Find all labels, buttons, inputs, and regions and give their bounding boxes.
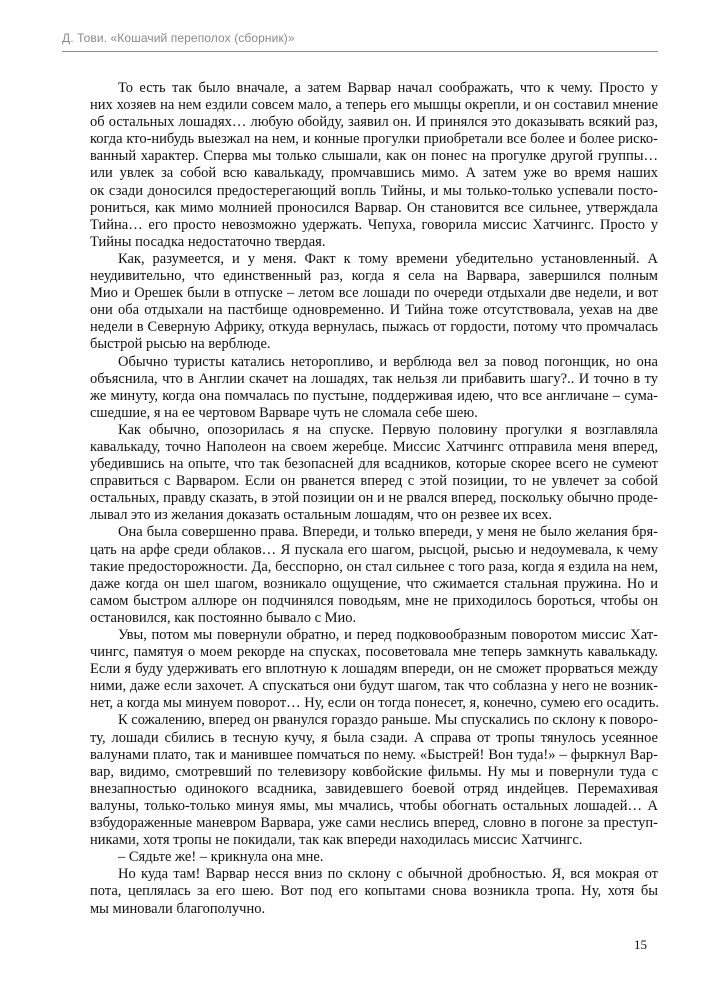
- text-line: ту, лошади сбились в тесную кучу, я была сзади. А справа от тропы тянулось усеянное: [90, 729, 658, 746]
- text-line: или увлек за собой всю кавалькаду, промчавшись мимо. А затем уже во время наших: [90, 165, 658, 182]
- text-line: остановился, как постоянно бывало с Мио.: [90, 609, 357, 626]
- text-line: рониться, как мимо молнией проносился Варвар. Он становится все сильнее, утверждала: [90, 199, 658, 216]
- text-line: объяснила, что в Англии скачет на лошадях, так нельзя ли прибавить шагу?.. И точно в ту: [90, 370, 658, 387]
- paragraph: [90, 627, 658, 712]
- paragraph: [90, 422, 658, 525]
- text-line: цать на арфе среди облаков… Я пускала его шагом, рысцой, рысью и недоумевала, к чему: [90, 541, 658, 558]
- text-line: Как обычно, опозорилась я на спуске. Первую половину прогулки я возглавляла: [118, 421, 658, 438]
- page-number: 15: [634, 937, 647, 952]
- paragraph: [90, 251, 658, 354]
- text-line: ванный характер. Сперва мы только слышали, как он понес на прогулке другой группы…: [90, 148, 658, 165]
- text-line: Обычно туристы катались неторопливо, и верблюда вел за повод погонщик, но она: [118, 353, 658, 370]
- text-line: даже когда он шел шагом, возникало ощущение, что сжимается стальная пружина. Но и: [90, 575, 658, 592]
- text-line: же минуту, когда она помчалась по пустыне, поддерживая идею, что все англичане – сума-: [90, 387, 658, 404]
- text-line: Тийна… его просто невозможно удержать. Чепуха, говорила миссис Хатчингс. Просто у: [90, 216, 658, 233]
- text-line: пота, цеплялась за его шею. Вот под его копытами снова возникла тропа. Ну, хотя бы: [90, 883, 658, 900]
- text-line: ними, даже если захочет. А спускаться они будут шагом, так что соблазна у него не возник-: [90, 678, 658, 695]
- text-line: кавалькаду, точно Наполеон на своем жеребце. Миссис Хатчингс отправила меня вперед,: [90, 438, 658, 455]
- text-line: ок сзади доносился предостерегающий вопль Тийны, и мы только-только успевали посто-: [90, 182, 658, 199]
- text-line: Увы, потом мы повернули обратно, и перед подковообразным поворотом миссис Хат-: [118, 627, 658, 643]
- paragraph: [90, 849, 658, 866]
- text-line: Но куда там! Варвар несся вниз по склону с обычной дробностью. Я, вся мокрая от: [118, 866, 658, 883]
- text-line: неудивительно, что единственный раз, когда я села на Варвара, завершился полным: [90, 268, 658, 285]
- text-line: мы миновали благополучно.: [90, 900, 266, 917]
- paragraph: [90, 712, 658, 849]
- text-line: справиться с Варваром. Если он рванется вперед с этой позиции, то не увлечет за собой: [90, 473, 658, 490]
- text-line: лывал это из желания доказать остальным лошадям, что он резвее их всех.: [90, 507, 553, 524]
- text-line: То есть так было вначале, а затем Варвар начал соображать, что к чему. Просто у: [118, 80, 658, 96]
- text-line: внезапностью одинокого всадника, завидевшего боевой отряд индейцев. Перемахивая: [90, 780, 658, 797]
- header-rule: [62, 51, 658, 52]
- text-line: вар, видимо, смотревший по телевизору ковбойские фильмы. Ну мы и повернули туда с: [90, 763, 658, 780]
- text-line: Тийны посадка недостаточно твердая.: [90, 233, 326, 250]
- text-line: К сожалению, вперед он рванулся гораздо раньше. Мы спускались по склону к поворо-: [118, 712, 658, 729]
- text-line: самом быстром аллюре он подчинялся поводьям, мне не приходилось бороться, чтобы он: [90, 592, 658, 609]
- text-line: остальных, правду сказать, в этой позиции он и не рвался вперед, поскольку обычно проде-: [90, 490, 658, 507]
- text-line: них хозяев на нем ездили совсем мало, а теперь его мышцы окрепли, и он составил мнение: [90, 97, 658, 114]
- text-line: когда кто-нибудь выезжал на нем, и конные прогулки приобретали все более и более риско-: [90, 131, 658, 148]
- paragraph: [90, 80, 658, 251]
- text-line: валуны, только-только минуя ямы, мы мчались, чтобы обогнать остальных лошадей… А: [90, 797, 658, 814]
- text-line: быстрой рысью на верблюде.: [90, 336, 271, 353]
- text-line: – Сядьте же! – крикнула она мне.: [118, 849, 324, 866]
- text-line: Если я буду удерживать его вплотную к лошадям впереди, он не сможет прорваться между: [90, 661, 658, 678]
- paragraph: [90, 354, 658, 422]
- text-line: недели в Северную Африку, откуда вернулась, пыжась от гордости, потому что промчалась: [90, 319, 658, 336]
- paragraph: [90, 524, 658, 627]
- text-line: убедившись на опыте, что так безопасней для всадников, которые скорее всего не сумеют: [90, 456, 658, 473]
- text-line: валунами плато, так и манившее помчаться по нему. «Быстрей! Вон туда!» – фыркнул Вар-: [90, 746, 658, 763]
- text-line: чингс, памятуя о моем рекорде на спусках, посоветовала мне теперь замкнуть кавалькаду.: [90, 644, 658, 661]
- text-line: Она была совершенно права. Впереди, и только впереди, у меня не было желания бря-: [118, 524, 658, 541]
- text-line: Как, разумеется, и у меня. Факт к тому времени убедительно установленный. А: [118, 250, 658, 267]
- text-line: они оба отдыхали на пастбище одновременно. И Тийна тоже отсутствовала, уехав на две: [90, 302, 658, 319]
- text-line: взбудораженные маневром Варвара, уже сами неслись вперед, словно в погоне за преступ-: [90, 815, 658, 832]
- text-line: Мио и Орешек были в отпуске – летом все лошади по очереди отдыхали две недели, и вот: [90, 285, 658, 302]
- body-text: [90, 80, 658, 918]
- text-line: об остальных лошадях… любую обойду, заявил он. И принялся это доказывать всякий раз,: [90, 114, 658, 131]
- paragraph: [90, 866, 658, 917]
- running-header: Д. Тови. «Кошачий переполох (сборник)»: [62, 31, 295, 45]
- text-line: нет, а когда мы минуем поворот… Ну, если он тогда понесет, я, конечно, сумею его осадить.: [90, 695, 659, 712]
- text-line: сшедшие, я на ее чертовом Варваре чуть не сломала себе шею.: [90, 404, 478, 421]
- text-line: такие предосторожности. Да, бесспорно, он стал сильнее с того раза, когда я ездила на нем,: [90, 558, 658, 575]
- text-line: никами, хотя тропы не покидали, так как впереди находилась миссис Хатчингс.: [90, 832, 583, 849]
